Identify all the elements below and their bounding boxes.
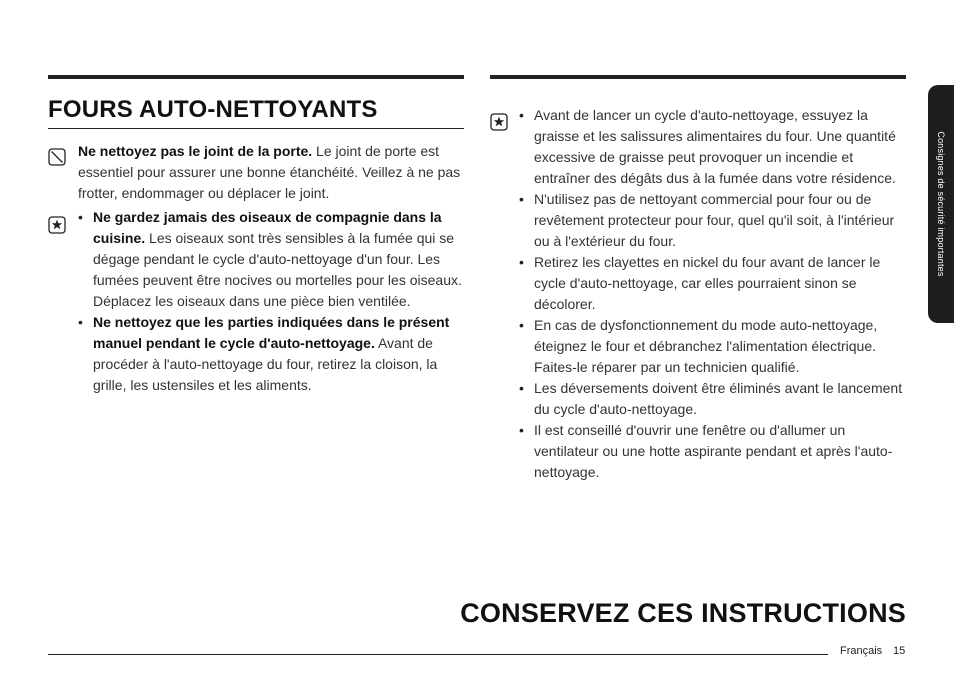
caution-paragraph xyxy=(78,141,463,204)
star-icon xyxy=(48,216,66,234)
list-item xyxy=(78,207,463,312)
list-item: • Avant de lancer un cycle d'auto-nettoyage, essuyez la graisse et les salissures alimentaires du four. Une quantité excessive de graisse peut provoquer un incendie et entraîner des dégâts dus à la fumée dans votre résidence. xyxy=(519,105,907,189)
list-item: • Il est conseillé d'ouvrir une fenêtre ou d'allumer un ventilateur ou une hotte aspirante pendant et après l'auto-nettoyage. xyxy=(519,420,907,483)
list-item: • En cas de dysfonctionnement du mode auto-nettoyage, éteignez le four et débranchez l'alimentation électrique. Faites-le réparer par un technicien qualifié. xyxy=(519,315,907,378)
title-underline xyxy=(48,128,464,129)
footer-language: Français xyxy=(840,645,883,657)
list-item-text: Avant de procéder à l'auto-nettoyage du four, retirez la cloison, la grille, les ustensiles et les aliments. xyxy=(93,335,438,393)
caution-bold: Ne nettoyez pas le joint de la porte. xyxy=(78,143,313,159)
list-item-bold: Ne nettoyez que les parties indiquées dans le présent manuel pendant le cycle d'auto-nettoyage. xyxy=(93,314,450,351)
page-number: 15 xyxy=(893,645,906,657)
footer-rule xyxy=(48,654,828,655)
side-tab-label: Consignes de sécurité importantes xyxy=(936,131,946,277)
star-icon xyxy=(490,113,508,131)
list-item: • Retirez les clayettes en nickel du four avant de lancer le cycle d'auto-nettoyage, car elles pourraient sinon se décolorer. xyxy=(519,252,907,315)
caution-text: Le joint de porte est essentiel pour assurer une bonne étanchéité. Veillez à ne pas frotter, endommager ou déplacer le joint. xyxy=(78,143,461,201)
closing-title: CONSERVEZ CES INSTRUCTIONS xyxy=(460,598,906,628)
list-item-text: Les oiseaux sont très sensibles à la fumée qui se dégage pendant le cycle d'auto-nettoyage d'un four. Les fumées peuvent être nocives ou mortelles pour les oiseaux. Déplacez les oiseaux dans une pièce bien ventilée. xyxy=(93,230,462,309)
list-item xyxy=(78,312,463,396)
prohibition-icon xyxy=(48,148,66,166)
right-bullet-list xyxy=(519,105,907,483)
left-bullet-list xyxy=(78,207,463,396)
list-item-bold: Ne gardez jamais des oiseaux de compagnie dans la cuisine. xyxy=(93,209,442,246)
list-item: • Les déversements doivent être éliminés avant le lancement du cycle d'auto-nettoyage. xyxy=(519,378,907,420)
side-tab xyxy=(928,85,954,323)
top-rule-left xyxy=(48,75,464,79)
top-rule-right xyxy=(490,75,906,79)
section-title: FOURS AUTO-NETTOYANTS xyxy=(48,96,378,123)
list-item: • N'utilisez pas de nettoyant commercial pour four ou de revêtement protecteur pour four, quel qu'il soit, à l'intérieur ou à l'extérieur du four. xyxy=(519,189,907,252)
